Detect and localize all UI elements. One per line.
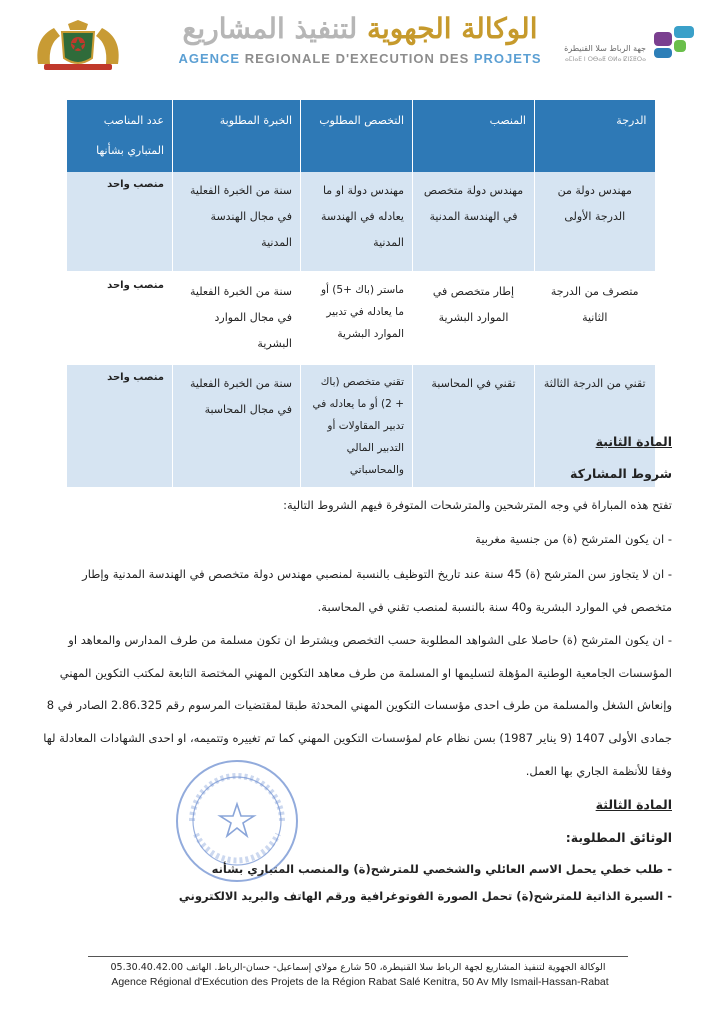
cell-specialty: مهندس دولة او ما يعادله في الهندسة المدنية xyxy=(301,172,413,272)
article2-line: وإنعاش الشغل والمسلمة من طرف احدى مؤسسات التكوين المهني المحدثة طبقا لمقتضيات المرسوم رقم 2.86.325 الصادر في 8 xyxy=(46,698,672,712)
cell-grade: متصرف من الدرجة الثانية xyxy=(535,272,655,364)
footer-divider xyxy=(88,956,628,957)
cell-count: منصب واحد xyxy=(67,364,173,488)
article2-line: وفقا للأنظمة الجاري بها العمل. xyxy=(525,764,672,778)
agency-title-ar xyxy=(160,12,560,45)
letterhead xyxy=(0,0,720,80)
cell-experience: سنة من الخبرة الفعلية في مجال المحاسبة xyxy=(173,364,301,488)
article2-line: متخصص في الموارد البشرية و40 سنة بالنسبة لمنصب تقني في المحاسبة. xyxy=(317,600,672,614)
agency-title-fr-middle: REGIONALE D'EXECUTION DES xyxy=(244,51,470,66)
table-header-row xyxy=(67,100,655,172)
footer-address-ar: الوكالة الجهوية لتنفيذ المشاريع لجهة الرباط سلا القنيطرة، 50 شارع مولاي إسماعيل- حسان-الرباط. الهاتف 05.30.40.42.00 xyxy=(110,962,606,973)
footer-address-fr: Agence Régional d'Exécution des Projets de la Région Rabat Salé Kenitra, 50 Av Mly Ismail-Hassan-Rabat xyxy=(111,976,609,988)
cell-experience: سنة من الخبرة الفعلية في مجال الهندسة المدنية xyxy=(173,172,301,272)
region-logo-icon xyxy=(652,22,698,66)
article2-line: المؤسسات الجامعية الوطنية المؤهلة لتسليمها او المسلمة من طرف معاهد التكوين المهني المختصة التابعة لمكتب التكوين المهني xyxy=(59,666,672,680)
header-position: المنصب xyxy=(413,100,535,172)
cell-position: إطار متخصص في الموارد البشرية xyxy=(413,272,535,364)
cell-count: منصب واحد xyxy=(67,272,173,364)
article3-title: المادة الثالثة xyxy=(595,797,672,812)
article2-intro: تفتح هذه المباراة في وجه المترشحين والمترشحات المتوفرة فيهم الشروط التالية: xyxy=(283,498,672,512)
article2-line: - ان لا يتجاوز سن المترشح (ة) 45 سنة عند تاريخ التوظيف بالنسبة لمنصبي مهندس دولة متخصص في الهندسة المدنية وإطار xyxy=(82,567,672,581)
agency-title-fr-agence: AGENCE xyxy=(178,51,241,66)
region-logo-subtext: ⴰⵎⵏⴰⴹ ⵏ ⵔⴱⴰⵟ ⵙⵍⴰ ⵇⵏⵉⵟⵔⴰ xyxy=(564,56,646,63)
moroccan-coat-of-arms-icon xyxy=(28,18,128,72)
cell-experience: سنة من الخبرة الفعلية في مجال الموارد البشرية xyxy=(173,272,301,364)
positions-table xyxy=(66,100,655,489)
header-experience: الخبرة المطلوبة xyxy=(173,100,301,172)
header-specialty: التخصص المطلوب xyxy=(301,100,413,172)
agency-title-ar-part1: الوكالة الجهوية xyxy=(366,12,538,45)
region-logo xyxy=(548,22,698,66)
cell-count: منصب واحد xyxy=(67,172,173,272)
region-logo-text: جهة الرباط سلا القنيطرة xyxy=(564,44,646,53)
article2-subtitle: شروط المشاركة xyxy=(570,466,672,481)
article3-line: - طلب خطي يحمل الاسم العائلي والشخصي للمترشح(ة) والمنصب المتباري بشأنه xyxy=(211,862,672,876)
article3-subtitle: الوثائق المطلوبة: xyxy=(565,830,672,845)
agency-title-fr-projets: PROJETS xyxy=(473,51,542,66)
agency-title-fr xyxy=(150,51,570,66)
cell-specialty: ماستر (باك +5) أو ما يعادله في تدبير الموارد البشرية xyxy=(301,272,413,364)
article2-line: - ان يكون المترشح (ة) حاصلا على الشواهد المطلوبة حسب التخصص ويشترط ان تكون مسلمة من طرف المدارس والمعاهد او xyxy=(68,633,672,647)
header-grade: الدرجة xyxy=(535,100,655,172)
header-count: عدد المناصب المتباري بشأنها xyxy=(67,100,173,172)
table-row xyxy=(67,272,655,364)
article2-line: جمادى الأولى 1407 (9 يناير 1987) بسن نظام عام لمؤسسات التكوين المهني كما تم تغييره وتتميمه، او احدى الشهادات المعادلة لها xyxy=(43,731,672,745)
agency-title-ar-part2: لتنفيذ المشاريع xyxy=(182,12,358,45)
cell-position: مهندس دولة متخصص في الهندسة المدنية xyxy=(413,172,535,272)
cell-grade: تقني من الدرجة الثالثة xyxy=(535,364,655,488)
cell-specialty: تقني متخصص (باك + 2) أو ما يعادله في تدبير المقاولات أو التدبير المالي والمحاسباتي xyxy=(301,364,413,488)
article2-line: - ان يكون المترشح (ة) من جنسية مغربية xyxy=(475,532,672,546)
table-row xyxy=(67,364,655,488)
article3-line: - السيرة الذاتية للمترشح(ة) تحمل الصورة الفوتوغرافية ورقم الهاتف والبريد الالكتروني xyxy=(178,889,672,903)
cell-position: تقني في المحاسبة xyxy=(413,364,535,488)
cell-grade: مهندس دولة من الدرجة الأولى xyxy=(535,172,655,272)
article2-title: المادة الثانية xyxy=(595,434,672,449)
table-row xyxy=(67,172,655,272)
